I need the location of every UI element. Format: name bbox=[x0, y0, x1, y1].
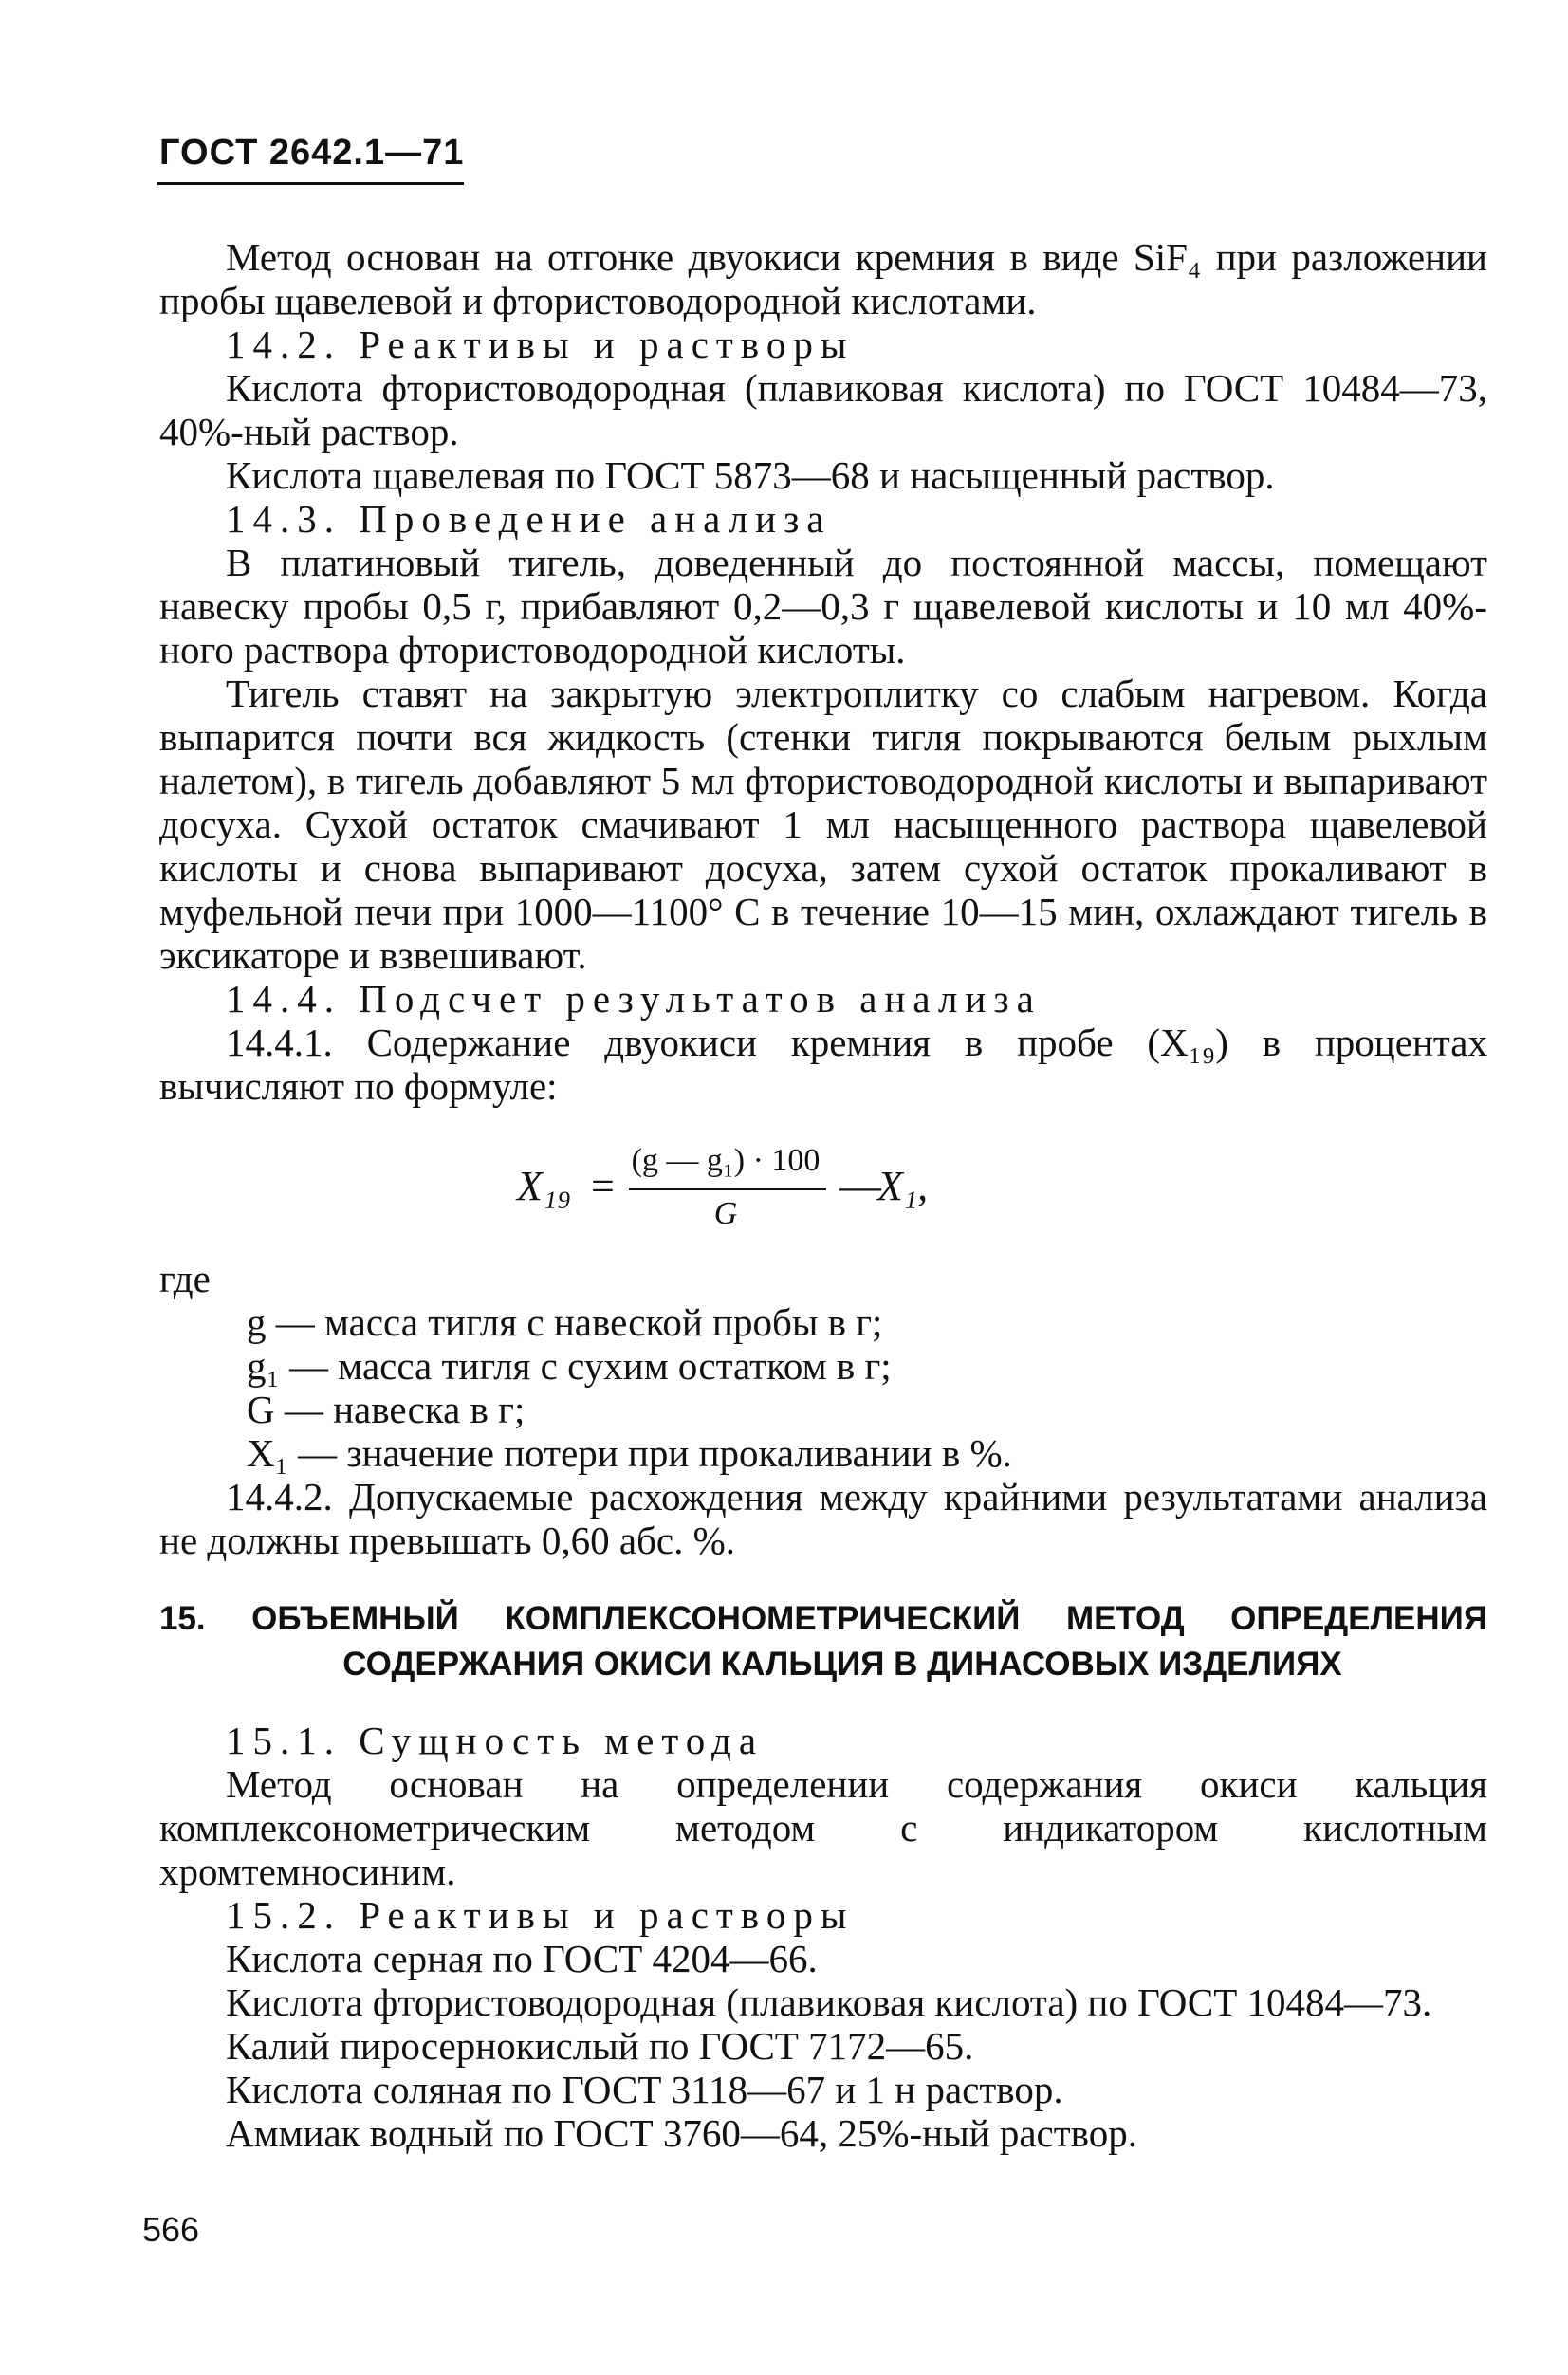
paragraph-tolerance: 14.4.2. Допускаемые расхождения между крайними результатами анализа не должны превышать 0,60 абс. %. bbox=[159, 1475, 1487, 1562]
formula-denominator: G bbox=[713, 1196, 738, 1231]
section-15-title bbox=[159, 1596, 1487, 1687]
paragraph-reagent-oxalic: Кислота щавелевая по ГОСТ 5873—68 и насыщенный раствор. bbox=[226, 453, 1275, 497]
standard-header: ГОСТ 2642.1—71 bbox=[159, 133, 465, 173]
formula-lhs: X₁₉ bbox=[517, 1163, 572, 1209]
section-14-body bbox=[159, 235, 1487, 1108]
header-rule bbox=[157, 182, 464, 185]
heading-14-4: 14.4. Подсчет результатов анализа bbox=[226, 977, 1042, 1021]
heading-15-1: 15.1. Сущность метода bbox=[226, 1719, 765, 1762]
reagent-line: Кислота серная по ГОСТ 4204—66. bbox=[226, 1937, 818, 1980]
paragraph-reagent-hf: Кислота фтористоводородная (плавиковая кислота) по ГОСТ 10484—73, 40%-ный раствор. bbox=[159, 366, 1487, 453]
reagent-line: Калий пиросернокислый по ГОСТ 7172—65. bbox=[226, 2024, 974, 2068]
formula-minus: — bbox=[839, 1163, 881, 1209]
section-15-body bbox=[159, 1719, 1487, 2155]
paragraph-procedure-2: Тигель ставят на закрытую электроплитку со слабым нагревом. Когда выпарится почти вся жидкость (стенки тигля покрываются белым рыхлым налетом), в тигель добавляют 5 мл фтористоводородной кислоты и выпаривают досуха. Сухой остаток смачивают 1 мл насыщенного раствора щавелевой кислоты и снова выпаривают досуха, затем сухой остаток прокаливают в муфельной печи при 1000—1100° C в течение 10—15 мин, охлаждают тигель в эксикаторе и взвешивают. bbox=[159, 672, 1487, 977]
formula-definitions bbox=[159, 1257, 1487, 1475]
paragraph-procedure-1: В платиновый тигель, доведенный до постоянной массы, помещают навеску пробы 0,5 г, прибавляют 0,2—0,3 г щавелевой кислоты и 10 мл 40%-ного раствора фтористоводородной кислоты. bbox=[159, 541, 1487, 672]
paragraph-method-basis: Метод основан на отгонке двуокиси кремния в виде SiF₄ при разложении пробы щавелевой и фтористоводородной кислотами. bbox=[159, 235, 1487, 322]
formula-silica bbox=[517, 1143, 1048, 1247]
reagent-line: Кислота соляная по ГОСТ 3118—67 и 1 н раствор. bbox=[226, 2068, 1063, 2111]
heading-15-2: 15.2. Реактивы и растворы bbox=[226, 1893, 855, 1937]
where-label: где bbox=[159, 1257, 211, 1300]
definition-item: g — масса тигля с навеской пробы в г; bbox=[247, 1300, 883, 1344]
heading-14-3: 14.3. Проведение анализа bbox=[226, 497, 832, 541]
paragraph-15-method: Метод основан на определении содержания окиси кальция комплексонометрическим методом с индикатором кислотным хромтемносиним. bbox=[159, 1762, 1487, 1893]
section-15-title-line1: 15. ОБЪЕМНЫЙ КОМПЛЕКСОНОМЕТРИЧЕСКИЙ МЕТОД ОПРЕДЕЛЕНИЯ bbox=[159, 1600, 1487, 1637]
tolerance-block bbox=[159, 1475, 1487, 1562]
formula-rhs: X₁, bbox=[877, 1163, 929, 1209]
reagent-line: Аммиак водный по ГОСТ 3760—64, 25%-ный раствор. bbox=[226, 2111, 1137, 2155]
reagent-line: Кислота фтористоводородная (плавиковая кислота) по ГОСТ 10484—73. bbox=[226, 1980, 1432, 2024]
section-15-title-line2: СОДЕРЖАНИЯ ОКИСИ КАЛЬЦИЯ В ДИНАСОВЫХ ИЗДЕЛИЯХ bbox=[342, 1646, 1342, 1683]
heading-14-2: 14.2. Реактивы и растворы bbox=[226, 322, 855, 366]
definition-item: X₁ — значение потери при прокаливании в %. bbox=[247, 1431, 1012, 1475]
fraction-bar bbox=[629, 1188, 826, 1190]
definition-item: g₁ — масса тигля с сухим остатком в г; bbox=[247, 1344, 892, 1388]
formula-numerator: (g — g₁) · 100 bbox=[631, 1143, 821, 1178]
formula-equals: = bbox=[591, 1163, 615, 1209]
page-number: 566 bbox=[142, 2210, 200, 2249]
definition-item: G — навеска в г; bbox=[247, 1388, 526, 1431]
paragraph-calc-intro: 14.4.1. Содержание двуокиси кремния в пробе (X₁₉) в процентах вычисляют по формуле: bbox=[159, 1021, 1487, 1108]
